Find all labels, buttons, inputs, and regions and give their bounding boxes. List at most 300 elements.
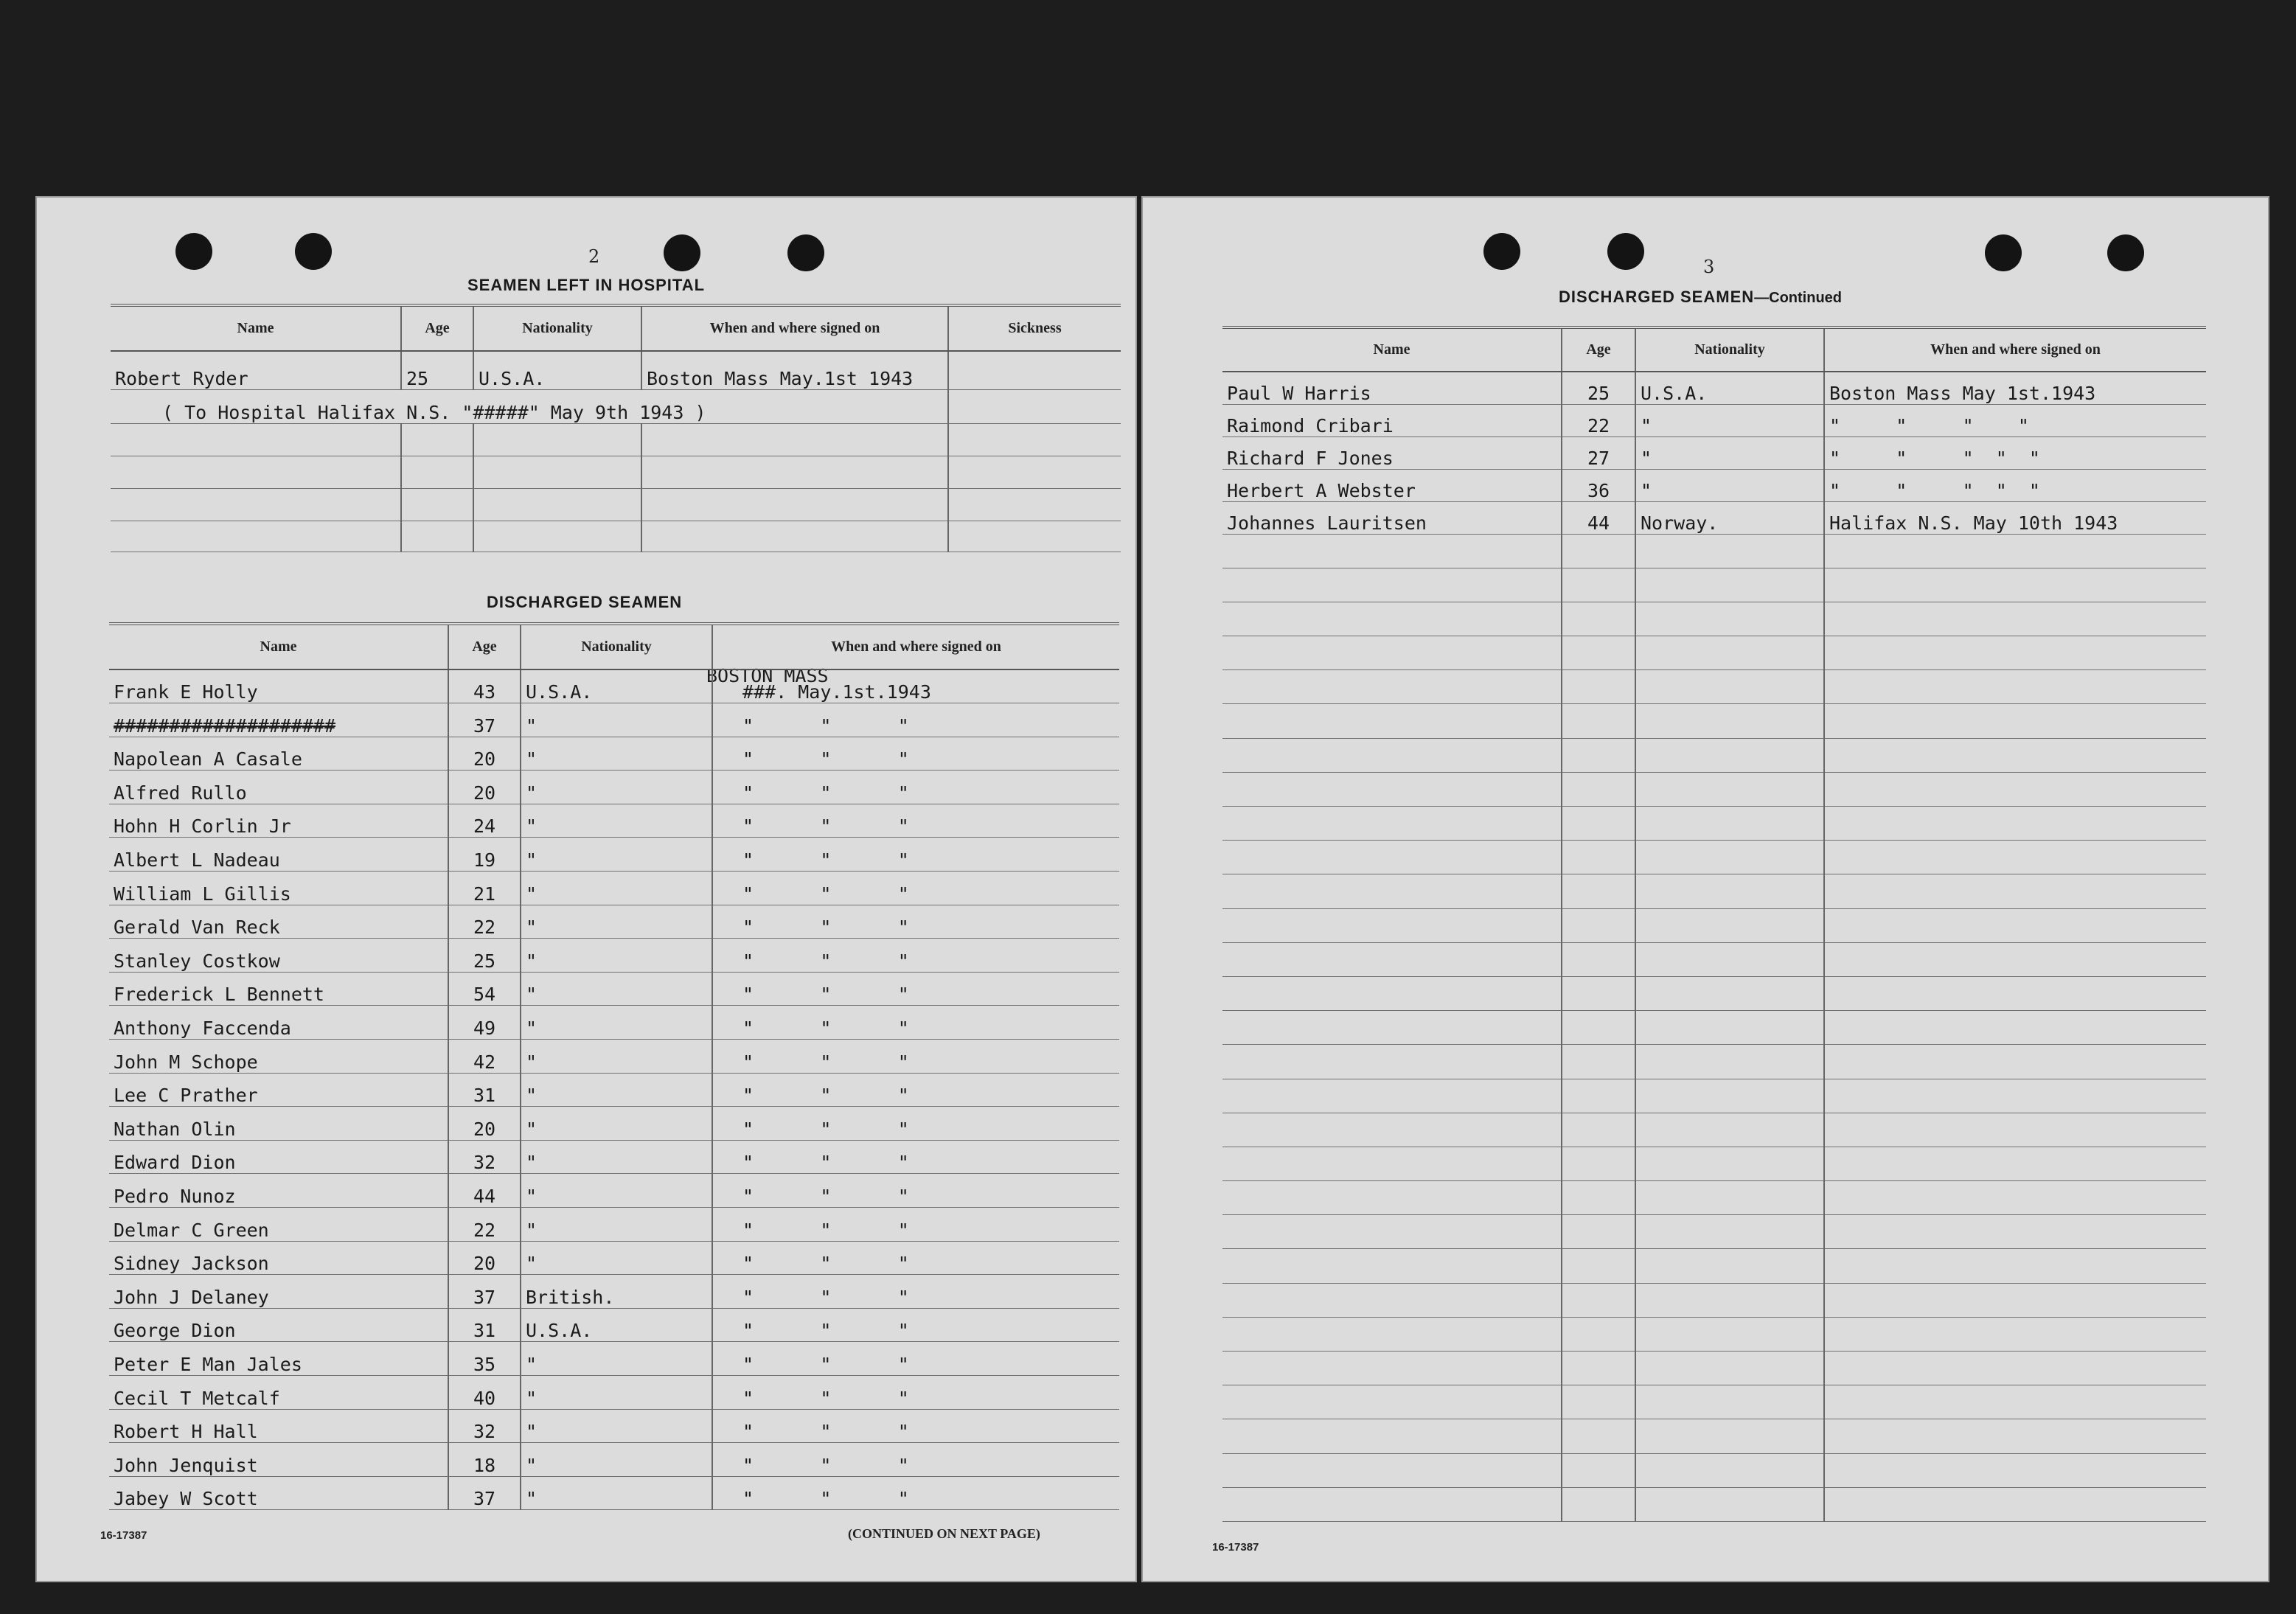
continued-note: (CONTINUED ON NEXT PAGE) bbox=[848, 1526, 1040, 1541]
sickness-cell bbox=[948, 351, 1121, 389]
empty-row bbox=[1222, 1215, 2206, 1249]
empty-cell bbox=[1824, 1181, 2206, 1215]
heading-suffix: —Continued bbox=[1754, 290, 1843, 306]
signed-on-cell: Boston Mass May 1st.1943 bbox=[1824, 372, 2206, 404]
empty-row bbox=[1222, 1487, 2206, 1521]
table-row bbox=[109, 1275, 1119, 1309]
discharged-table bbox=[109, 622, 1119, 1510]
empty-cell bbox=[1222, 602, 1562, 636]
empty-cell bbox=[1824, 1215, 2206, 1249]
empty-cell bbox=[1222, 1181, 1562, 1215]
table-row bbox=[111, 389, 1121, 423]
empty-cell bbox=[1824, 1249, 2206, 1283]
table-row bbox=[109, 703, 1119, 737]
name-cell: Pedro Nunoz bbox=[109, 1174, 448, 1208]
nationality-cell: " bbox=[521, 1443, 712, 1477]
empty-cell bbox=[1562, 670, 1635, 704]
empty-cell bbox=[1222, 807, 1562, 841]
punch-hole bbox=[1985, 234, 2022, 271]
punch-hole bbox=[787, 234, 824, 271]
signed-on-cell: " " " bbox=[712, 1275, 1119, 1309]
empty-cell bbox=[1635, 1011, 1824, 1045]
empty-cell bbox=[1222, 670, 1562, 704]
punch-hole bbox=[664, 234, 700, 271]
empty-cell bbox=[1635, 704, 1824, 738]
signed-on-cell: " " " bbox=[712, 703, 1119, 737]
age-cell: 20 bbox=[448, 737, 521, 771]
empty-row bbox=[1222, 534, 2206, 568]
table-row bbox=[109, 1208, 1119, 1242]
empty-cell bbox=[1824, 942, 2206, 976]
empty-cell bbox=[1824, 1283, 2206, 1317]
empty-cell bbox=[1635, 1487, 1824, 1521]
discharged-continued-table bbox=[1222, 326, 2206, 1522]
empty-cell bbox=[1222, 976, 1562, 1010]
empty-cell bbox=[1222, 772, 1562, 806]
name-cell: #################### bbox=[109, 703, 448, 737]
name-cell: Johannes Lauritsen bbox=[1222, 501, 1562, 534]
column-header: Name bbox=[111, 305, 401, 351]
empty-cell bbox=[1562, 1181, 1635, 1215]
empty-row bbox=[1222, 1011, 2206, 1045]
empty-cell bbox=[1635, 1249, 1824, 1283]
name-cell: Robert H Hall bbox=[109, 1409, 448, 1443]
empty-cell bbox=[1635, 841, 1824, 874]
empty-cell bbox=[1824, 1045, 2206, 1079]
age-cell: 19 bbox=[448, 838, 521, 872]
punch-hole bbox=[1607, 233, 1644, 270]
column-header: Age bbox=[1562, 327, 1635, 372]
empty-cell bbox=[1562, 874, 1635, 908]
table-row bbox=[109, 838, 1119, 872]
nationality-cell: " bbox=[521, 1375, 712, 1409]
age-cell: 42 bbox=[448, 1040, 521, 1074]
nationality-cell: " bbox=[521, 1409, 712, 1443]
empty-cell bbox=[1635, 1453, 1824, 1487]
signed-on-cell: " " " bbox=[712, 1073, 1119, 1107]
nationality-cell: " bbox=[521, 1342, 712, 1376]
table-row bbox=[109, 905, 1119, 939]
page-number: 2 bbox=[588, 246, 600, 267]
age-cell: 32 bbox=[448, 1409, 521, 1443]
empty-cell bbox=[1562, 738, 1635, 772]
empty-cell bbox=[1222, 1011, 1562, 1045]
form-number: 16-17387 bbox=[1212, 1541, 1259, 1554]
age-cell: 49 bbox=[448, 1006, 521, 1040]
age-cell: 44 bbox=[448, 1174, 521, 1208]
column-header: Sickness bbox=[948, 305, 1121, 351]
empty-cell bbox=[1635, 874, 1824, 908]
table-row bbox=[109, 669, 1119, 703]
age-cell: 24 bbox=[448, 804, 521, 838]
name-cell: Frederick L Bennett bbox=[109, 972, 448, 1006]
empty-cell bbox=[1562, 1215, 1635, 1249]
empty-cell bbox=[1635, 670, 1824, 704]
empty-row bbox=[1222, 942, 2206, 976]
empty-cell bbox=[1562, 807, 1635, 841]
empty-cell bbox=[1824, 1487, 2206, 1521]
age-cell: 22 bbox=[1562, 404, 1635, 436]
empty-cell bbox=[1824, 1011, 2206, 1045]
empty-row bbox=[1222, 1113, 2206, 1147]
punch-hole bbox=[1483, 233, 1520, 270]
empty-cell bbox=[1824, 976, 2206, 1010]
empty-cell bbox=[1222, 1352, 1562, 1385]
age-cell: 22 bbox=[448, 905, 521, 939]
table-row bbox=[109, 1375, 1119, 1409]
table-row bbox=[1222, 501, 2206, 534]
empty-cell bbox=[1562, 1283, 1635, 1317]
empty-cell bbox=[1635, 908, 1824, 942]
signed-on-cell: " " " bbox=[712, 1040, 1119, 1074]
empty-row bbox=[1222, 568, 2206, 602]
empty-row bbox=[1222, 1045, 2206, 1079]
empty-cell bbox=[1635, 738, 1824, 772]
empty-cell bbox=[1824, 1352, 2206, 1385]
right-page bbox=[1141, 196, 2269, 1582]
signed-on-cell: " " " bbox=[712, 771, 1119, 804]
name-cell: Paul W Harris bbox=[1222, 372, 1562, 404]
empty-cell bbox=[1562, 636, 1635, 670]
nationality-cell: " bbox=[1635, 404, 1824, 436]
table-row bbox=[111, 351, 1121, 389]
empty-cell bbox=[1562, 1352, 1635, 1385]
signed-on-cell: " " " bbox=[712, 1476, 1119, 1510]
name-cell: Stanley Costkow bbox=[109, 939, 448, 973]
name-cell: John J Delaney bbox=[109, 1275, 448, 1309]
age-cell: 31 bbox=[448, 1073, 521, 1107]
empty-cell bbox=[1635, 1283, 1824, 1317]
empty-cell bbox=[1824, 1113, 2206, 1147]
signed-on-cell: " " " bbox=[712, 1140, 1119, 1174]
name-cell: George Dion bbox=[109, 1308, 448, 1342]
table-row bbox=[1222, 372, 2206, 404]
signed-on-cell: Halifax N.S. May 10th 1943 bbox=[1824, 501, 2206, 534]
signed-on-cell: " " " bbox=[712, 1409, 1119, 1443]
age-cell: 35 bbox=[448, 1342, 521, 1376]
age-cell: 22 bbox=[448, 1208, 521, 1242]
nationality-cell: " bbox=[521, 972, 712, 1006]
name-cell: Edward Dion bbox=[109, 1140, 448, 1174]
nationality-cell: " bbox=[521, 804, 712, 838]
empty-row bbox=[1222, 1283, 2206, 1317]
name-cell: Lee C Prather bbox=[109, 1073, 448, 1107]
empty-cell bbox=[1824, 1317, 2206, 1351]
signed-on-cell: " " " bbox=[712, 1308, 1119, 1342]
punch-hole bbox=[2107, 234, 2144, 271]
hospital-table bbox=[111, 304, 1121, 552]
nationality-cell: U.S.A. bbox=[521, 1308, 712, 1342]
empty-cell bbox=[1635, 1079, 1824, 1113]
empty-cell bbox=[1824, 534, 2206, 568]
empty-row bbox=[1222, 670, 2206, 704]
empty-row bbox=[1222, 772, 2206, 806]
empty-cell bbox=[1222, 874, 1562, 908]
name-cell: Raimond Cribari bbox=[1222, 404, 1562, 436]
table-row bbox=[109, 1073, 1119, 1107]
empty-cell bbox=[1635, 942, 1824, 976]
name-cell: Richard F Jones bbox=[1222, 436, 1562, 469]
empty-row bbox=[1222, 636, 2206, 670]
name-cell: Napolean A Casale bbox=[109, 737, 448, 771]
table-row bbox=[109, 771, 1119, 804]
name-cell: Hohn H Corlin Jr bbox=[109, 804, 448, 838]
nationality-cell: U.S.A. bbox=[473, 351, 641, 389]
empty-cell bbox=[1222, 534, 1562, 568]
table-row bbox=[109, 1476, 1119, 1510]
discharged-heading: DISCHARGED SEAMEN bbox=[487, 593, 683, 611]
name-cell: Frank E Holly bbox=[109, 669, 448, 703]
signed-on-cell: " " " bbox=[712, 838, 1119, 872]
empty-row bbox=[1222, 738, 2206, 772]
column-header: Nationality bbox=[473, 305, 641, 351]
hospital-note: ( To Hospital Halifax N.S. "#####" May 9th 1943 ) bbox=[111, 389, 948, 423]
empty-cell bbox=[1635, 1181, 1824, 1215]
empty-cell bbox=[1824, 1453, 2206, 1487]
nationality-cell: " bbox=[521, 1073, 712, 1107]
table-row bbox=[109, 872, 1119, 905]
name-cell: Anthony Faccenda bbox=[109, 1006, 448, 1040]
name-cell: Jabey W Scott bbox=[109, 1476, 448, 1510]
nationality-cell: Norway. bbox=[1635, 501, 1824, 534]
table-row bbox=[109, 804, 1119, 838]
empty-cell bbox=[1562, 704, 1635, 738]
signed-on-cell: " " " bbox=[712, 804, 1119, 838]
age-cell: 20 bbox=[448, 1107, 521, 1141]
empty-cell bbox=[1635, 807, 1824, 841]
name-cell: Sidney Jackson bbox=[109, 1241, 448, 1275]
signed-on-cell: " " " bbox=[712, 1342, 1119, 1376]
table-row bbox=[109, 1409, 1119, 1443]
name-cell: John Jenquist bbox=[109, 1443, 448, 1477]
empty-cell bbox=[1562, 1113, 1635, 1147]
empty-cell bbox=[1222, 568, 1562, 602]
table-row bbox=[109, 1174, 1119, 1208]
name-cell: Herbert A Webster bbox=[1222, 469, 1562, 501]
signed-on-cell: " " " bbox=[712, 1208, 1119, 1242]
empty-row bbox=[1222, 807, 2206, 841]
table-row bbox=[109, 1006, 1119, 1040]
age-cell: 20 bbox=[448, 771, 521, 804]
column-header: Name bbox=[109, 624, 448, 669]
nationality-cell: " bbox=[521, 1174, 712, 1208]
empty-cell bbox=[1562, 568, 1635, 602]
empty-cell bbox=[1635, 772, 1824, 806]
empty-cell bbox=[1562, 942, 1635, 976]
table-row bbox=[1222, 404, 2206, 436]
nationality-cell: " bbox=[521, 905, 712, 939]
age-cell: 43 bbox=[448, 669, 521, 703]
empty-cell bbox=[1562, 534, 1635, 568]
empty-row bbox=[1222, 1249, 2206, 1283]
empty-cell bbox=[1562, 1079, 1635, 1113]
table-row bbox=[1222, 436, 2206, 469]
empty-cell bbox=[1222, 1215, 1562, 1249]
nationality-cell: " bbox=[521, 737, 712, 771]
empty-cell bbox=[1222, 738, 1562, 772]
empty-cell bbox=[1222, 841, 1562, 874]
empty-cell bbox=[1222, 704, 1562, 738]
empty-cell bbox=[1562, 1385, 1635, 1419]
empty-cell bbox=[1824, 1385, 2206, 1419]
empty-cell bbox=[1824, 908, 2206, 942]
table-row bbox=[109, 1107, 1119, 1141]
punch-hole bbox=[295, 233, 332, 270]
age-cell: 32 bbox=[448, 1140, 521, 1174]
empty-cell bbox=[1824, 738, 2206, 772]
empty-cell bbox=[1222, 1147, 1562, 1180]
empty-cell bbox=[1824, 772, 2206, 806]
column-header: When and where signed on bbox=[641, 305, 948, 351]
age-cell: 18 bbox=[448, 1443, 521, 1477]
hospital-heading: SEAMEN LEFT IN HOSPITAL bbox=[467, 276, 706, 294]
nationality-cell: " bbox=[1635, 436, 1824, 469]
age-cell: 25 bbox=[401, 351, 473, 389]
empty-cell bbox=[1222, 1385, 1562, 1419]
empty-row bbox=[1222, 874, 2206, 908]
empty-cell bbox=[1635, 636, 1824, 670]
age-cell: 40 bbox=[448, 1375, 521, 1409]
empty-row bbox=[1222, 1079, 2206, 1113]
empty-row bbox=[1222, 841, 2206, 874]
signed-on-overtype: BOSTON MASS bbox=[706, 665, 829, 686]
empty-cell bbox=[1562, 908, 1635, 942]
empty-row bbox=[1222, 1147, 2206, 1180]
empty-cell bbox=[1635, 1147, 1824, 1180]
empty-cell bbox=[1222, 1079, 1562, 1113]
signed-on-cell: " " " bbox=[712, 1174, 1119, 1208]
empty-cell bbox=[1562, 772, 1635, 806]
age-cell: 36 bbox=[1562, 469, 1635, 501]
empty-cell bbox=[1635, 1419, 1824, 1453]
nationality-cell: " bbox=[521, 1107, 712, 1141]
age-cell: 27 bbox=[1562, 436, 1635, 469]
column-header: Nationality bbox=[1635, 327, 1824, 372]
nationality-cell: " bbox=[521, 1241, 712, 1275]
table-row bbox=[109, 972, 1119, 1006]
signed-on-cell: " " " bbox=[712, 1006, 1119, 1040]
table-row bbox=[109, 939, 1119, 973]
nationality-cell: " bbox=[521, 1140, 712, 1174]
empty-cell bbox=[1635, 568, 1824, 602]
empty-cell bbox=[1824, 670, 2206, 704]
column-header: When and where signed on bbox=[1824, 327, 2206, 372]
age-cell: 20 bbox=[448, 1241, 521, 1275]
nationality-cell: " bbox=[521, 872, 712, 905]
age-cell: 37 bbox=[448, 1275, 521, 1309]
punch-hole bbox=[175, 233, 212, 270]
column-header: Nationality bbox=[521, 624, 712, 669]
empty-row bbox=[1222, 908, 2206, 942]
empty-cell bbox=[1635, 1317, 1824, 1351]
nationality-cell: " bbox=[521, 703, 712, 737]
empty-cell bbox=[1222, 942, 1562, 976]
empty-cell bbox=[1824, 636, 2206, 670]
signed-on-cell: Boston Mass May.1st 1943 bbox=[641, 351, 948, 389]
empty-cell bbox=[1635, 1385, 1824, 1419]
empty-row bbox=[1222, 1181, 2206, 1215]
empty-cell bbox=[1222, 1453, 1562, 1487]
empty-cell bbox=[1222, 1487, 1562, 1521]
table-row bbox=[109, 1342, 1119, 1376]
empty-cell bbox=[1635, 1352, 1824, 1385]
name-cell: Robert Ryder bbox=[111, 351, 401, 389]
age-cell: 54 bbox=[448, 972, 521, 1006]
age-cell: 25 bbox=[1562, 372, 1635, 404]
signed-on-cell: " " " bbox=[712, 972, 1119, 1006]
empty-cell bbox=[1222, 908, 1562, 942]
empty-row bbox=[1222, 1352, 2206, 1385]
empty-cell bbox=[1824, 874, 2206, 908]
signed-on-cell: " " " bbox=[712, 737, 1119, 771]
empty-cell bbox=[1222, 1045, 1562, 1079]
age-cell: 37 bbox=[448, 703, 521, 737]
name-cell: Delmar C Green bbox=[109, 1208, 448, 1242]
nationality-cell: " bbox=[521, 1006, 712, 1040]
form-number: 16-17387 bbox=[100, 1529, 147, 1542]
signed-on-cell: " " " bbox=[712, 939, 1119, 973]
empty-cell bbox=[1562, 1147, 1635, 1180]
table-row bbox=[109, 1443, 1119, 1477]
empty-cell bbox=[1222, 1317, 1562, 1351]
name-cell: Peter E Man Jales bbox=[109, 1342, 448, 1376]
left-page bbox=[35, 196, 1137, 1582]
empty-cell bbox=[1635, 976, 1824, 1010]
empty-cell bbox=[1635, 1113, 1824, 1147]
signed-on-cell: " " " " bbox=[1824, 404, 2206, 436]
signed-on-cell: " " " bbox=[712, 905, 1119, 939]
empty-cell bbox=[1562, 841, 1635, 874]
column-header: When and where signed on bbox=[712, 624, 1119, 669]
signed-on-cell: " " " bbox=[712, 1241, 1119, 1275]
page-number: 3 bbox=[1703, 257, 1715, 277]
column-header: Age bbox=[448, 624, 521, 669]
signed-on-cell: " " " bbox=[712, 872, 1119, 905]
empty-cell bbox=[1222, 1249, 1562, 1283]
empty-cell bbox=[1222, 636, 1562, 670]
empty-cell bbox=[1635, 1215, 1824, 1249]
age-cell: 44 bbox=[1562, 501, 1635, 534]
name-cell: William L Gillis bbox=[109, 872, 448, 905]
empty-row bbox=[1222, 704, 2206, 738]
nationality-cell: " bbox=[521, 838, 712, 872]
table-row bbox=[109, 737, 1119, 771]
age-cell: 37 bbox=[448, 1476, 521, 1510]
nationality-cell: " bbox=[521, 1476, 712, 1510]
name-cell: Nathan Olin bbox=[109, 1107, 448, 1141]
empty-row bbox=[1222, 602, 2206, 636]
table-row bbox=[109, 1040, 1119, 1074]
empty-cell bbox=[1222, 1419, 1562, 1453]
signed-on-cell: " " " " " bbox=[1824, 469, 2206, 501]
empty-cell bbox=[1635, 602, 1824, 636]
empty-cell bbox=[1824, 1079, 2206, 1113]
empty-cell bbox=[1824, 841, 2206, 874]
signed-on-cell: " " " bbox=[712, 1443, 1119, 1477]
empty-cell bbox=[1222, 1113, 1562, 1147]
table-row bbox=[109, 1140, 1119, 1174]
empty-cell bbox=[1562, 602, 1635, 636]
empty-row bbox=[1222, 1385, 2206, 1419]
table-row bbox=[109, 1308, 1119, 1342]
age-cell: 21 bbox=[448, 872, 521, 905]
age-cell: 31 bbox=[448, 1308, 521, 1342]
empty-cell bbox=[1562, 1011, 1635, 1045]
name-cell: John M Schope bbox=[109, 1040, 448, 1074]
column-header: Name bbox=[1222, 327, 1562, 372]
nationality-cell: U.S.A. bbox=[1635, 372, 1824, 404]
signed-on-cell: " " " bbox=[712, 1375, 1119, 1409]
